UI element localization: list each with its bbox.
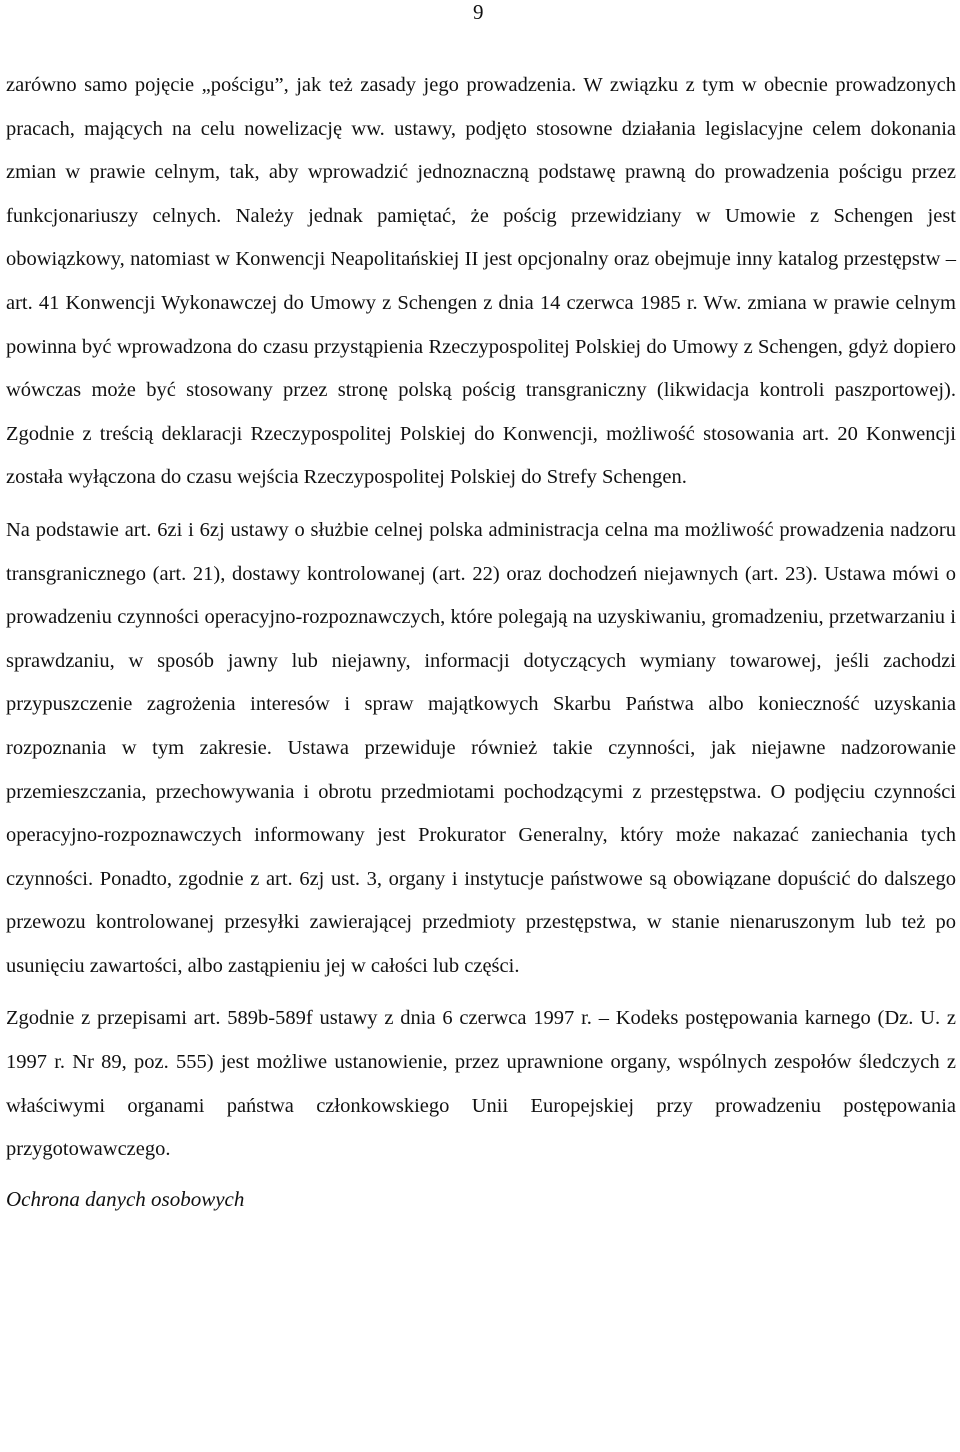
page-number: 9 — [473, 0, 484, 24]
document-body — [6, 64, 956, 1214]
paragraph-joint-investigation-teams: Zgodnie z przepisami art. 589b-589f ustawy z dnia 6 czerwca 1997 r. – Kodeks postępowania karnego (Dz. U. z 1997 r. Nr 89, poz. 555) jest możliwe ustanowienie, przez uprawnione organy, wspólnych zespołów śledczych z właściwymi organami państwa członkowskiego Unii Europejskiej przy prowadzeniu postępowania przygotowawczego. — [6, 1007, 956, 1161]
paragraph-pursuit-legislation: zarówno samo pojęcie „pościgu”, jak też zasady jego prowadzenia. W związku z tym w obecnie prowadzonych pracach, mających na celu nowelizację ww. ustawy, podjęto stosowne działania legislacyjne celem dokonania zmian w prawie celnym, tak, aby wprowadzić jednoznaczną podstawę prawną do prowadzenia pościgu przez funkcjonariuszy celnych. Należy jednak pamiętać, że pościg przewidziany w Umowie z Schengen jest obowiązkowy, natomiast w Konwencji Neapolitańskiej II jest opcjonalny oraz obejmuje inny katalog przestępstw – art. 41 Konwencji Wykonawczej do Umowy z Schengen z dnia 14 czerwca 1985 r. Ww. zmiana w prawie celnym powinna być wprowadzona do czasu przystąpienia Rzeczypospolitej Polskiej do Umowy z Schengen, gdyż dopiero wówczas może być stosowany przez stronę polską pościg transgraniczny (likwidacja kontroli paszportowej). Zgodnie z treścią deklaracji Rzeczypospolitej Polskiej do Konwencji, możliwość stosowania art. 20 Konwencji została wyłączona do czasu wejścia Rzeczypospolitej Polskiej do Strefy Schengen. — [6, 74, 956, 489]
section-heading: Ochrona danych osobowych — [6, 1186, 245, 1211]
paragraph-customs-service-act: Na podstawie art. 6zi i 6zj ustawy o służbie celnej polska administracja celna ma możliwość prowadzenia nadzoru transgranicznego (art. 21), dostawy kontrolowanej (art. 22) oraz dochodzeń niejawnych (art. 23). Ustawa mówi o prowadzeniu czynności operacyjno-rozpoznawczych, które polegają na uzyskiwaniu, gromadzeniu, przetwarzaniu i sprawdzaniu, w sposób jawny lub niejawny, informacji dotyczących wymiany towarowej, jeśli zachodzi przypuszczenie zagrożenia interesów i spraw majątkowych Skarbu Państwa albo konieczność uzyskania rozpoznania w tym zakresie. Ustawa przewiduje również takie czynności, jak niejawne nadzorowanie przemieszczania, przechowywania i obrotu przedmiotami pochodzącymi z przestępstwa. O podjęciu czynności operacyjno-rozpoznawczych informowany jest Prokurator Generalny, który może nakazać zaniechania tych czynności. Ponadto, zgodnie z art. 6zj ust. 3, organy i instytucje państwowe są obowiązane dopuścić do dalszego przewozu kontrolowanej przesyłki zawierającej przedmioty przestępstwa, w stanie nienaruszonym lub też po usunięciu zawartości, albo zastąpieniu jej w całości lub części. — [6, 518, 956, 977]
